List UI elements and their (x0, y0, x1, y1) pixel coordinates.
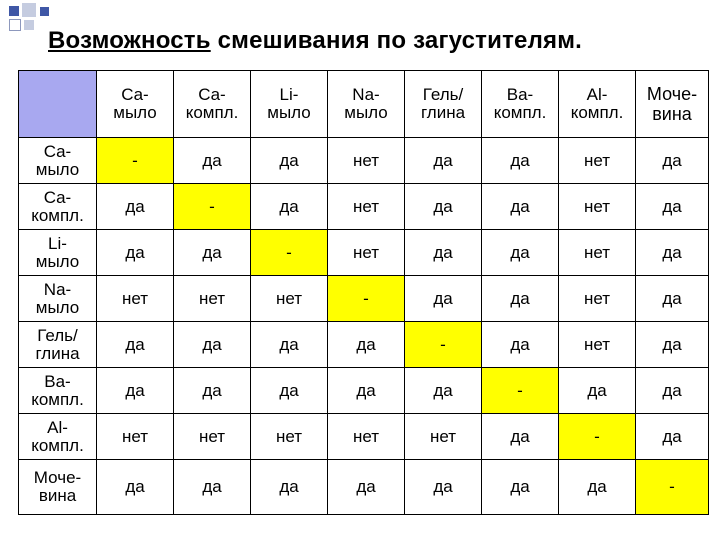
column-header: Моче- вина (636, 71, 709, 138)
compat-cell: да (405, 276, 482, 322)
compat-cell: да (559, 460, 636, 515)
compat-cell: нет (328, 184, 405, 230)
compat-cell: да (97, 322, 174, 368)
row-header: Ca- компл. (19, 184, 97, 230)
compat-cell: да (636, 184, 709, 230)
table-row (19, 230, 709, 276)
compat-cell: да (97, 460, 174, 515)
compat-cell: да (636, 368, 709, 414)
compat-cell: да (405, 184, 482, 230)
column-header: Li- мыло (251, 71, 328, 138)
diagonal-cell: - (97, 138, 174, 184)
compat-cell: да (174, 460, 251, 515)
compat-cell: да (328, 322, 405, 368)
compat-cell: да (251, 184, 328, 230)
table-body (19, 138, 709, 515)
decor-square-5 (40, 7, 49, 16)
compat-cell: да (482, 138, 559, 184)
diagonal-cell: - (251, 230, 328, 276)
table-row (19, 414, 709, 460)
compatibility-table (18, 70, 709, 515)
compat-cell: да (97, 230, 174, 276)
compat-cell: да (251, 322, 328, 368)
compat-cell: да (328, 368, 405, 414)
compat-cell: да (174, 368, 251, 414)
compat-cell: да (482, 414, 559, 460)
compat-cell: нет (174, 414, 251, 460)
compat-cell: нет (405, 414, 482, 460)
corner-cell (19, 71, 97, 138)
row-header: Li- мыло (19, 230, 97, 276)
compat-cell: да (482, 230, 559, 276)
compat-cell: да (328, 460, 405, 515)
compat-cell: нет (559, 184, 636, 230)
table-row (19, 460, 709, 515)
compat-cell: нет (559, 276, 636, 322)
compat-cell: нет (328, 138, 405, 184)
compat-cell: нет (328, 230, 405, 276)
compat-cell: да (636, 322, 709, 368)
column-header: Ca- мыло (97, 71, 174, 138)
page-title (48, 27, 582, 55)
compat-cell: да (636, 138, 709, 184)
row-header: Ba- компл. (19, 368, 97, 414)
decor-square-3 (9, 19, 21, 31)
diagonal-cell: - (405, 322, 482, 368)
decor-square-2 (22, 3, 36, 17)
table-row (19, 368, 709, 414)
decor-square-4 (24, 20, 34, 30)
compat-cell: да (482, 322, 559, 368)
compat-cell: да (97, 184, 174, 230)
table-row (19, 322, 709, 368)
compat-cell: да (97, 368, 174, 414)
row-header: Al- компл. (19, 414, 97, 460)
compat-cell: да (405, 460, 482, 515)
title-underlined: Возможность (48, 27, 211, 54)
compat-cell: нет (251, 414, 328, 460)
compat-cell: нет (97, 414, 174, 460)
compat-cell: нет (559, 230, 636, 276)
table-row (19, 276, 709, 322)
row-header: Гель/ глина (19, 322, 97, 368)
compat-cell: да (174, 230, 251, 276)
diagonal-cell: - (174, 184, 251, 230)
compat-cell: да (251, 460, 328, 515)
compat-cell: да (636, 414, 709, 460)
compat-cell: нет (174, 276, 251, 322)
compat-cell: нет (559, 138, 636, 184)
diagonal-cell: - (636, 460, 709, 515)
compat-cell: да (251, 368, 328, 414)
compat-cell: да (559, 368, 636, 414)
diagonal-cell: - (559, 414, 636, 460)
compat-cell: нет (328, 414, 405, 460)
table-row (19, 184, 709, 230)
column-header: Na- мыло (328, 71, 405, 138)
compat-cell: да (636, 276, 709, 322)
compat-cell: да (405, 230, 482, 276)
table-row (19, 138, 709, 184)
decor-square-1 (9, 6, 19, 16)
compat-cell: да (482, 276, 559, 322)
row-header: Моче- вина (19, 460, 97, 515)
compat-cell: да (482, 460, 559, 515)
compat-cell: нет (251, 276, 328, 322)
column-header: Al- компл. (559, 71, 636, 138)
title-rest: смешивания по загустителям. (210, 27, 583, 54)
compat-cell: нет (559, 322, 636, 368)
header-row (19, 71, 709, 138)
compat-cell: да (405, 138, 482, 184)
diagonal-cell: - (328, 276, 405, 322)
column-header: Ba- компл. (482, 71, 559, 138)
compat-cell: да (251, 138, 328, 184)
compat-cell: да (174, 138, 251, 184)
row-header: Na- мыло (19, 276, 97, 322)
diagonal-cell: - (482, 368, 559, 414)
compat-cell: нет (97, 276, 174, 322)
compat-cell: да (482, 184, 559, 230)
compat-cell: да (405, 368, 482, 414)
column-header: Гель/ глина (405, 71, 482, 138)
row-header: Ca- мыло (19, 138, 97, 184)
compat-cell: да (636, 230, 709, 276)
column-header: Ca- компл. (174, 71, 251, 138)
compat-cell: да (174, 322, 251, 368)
